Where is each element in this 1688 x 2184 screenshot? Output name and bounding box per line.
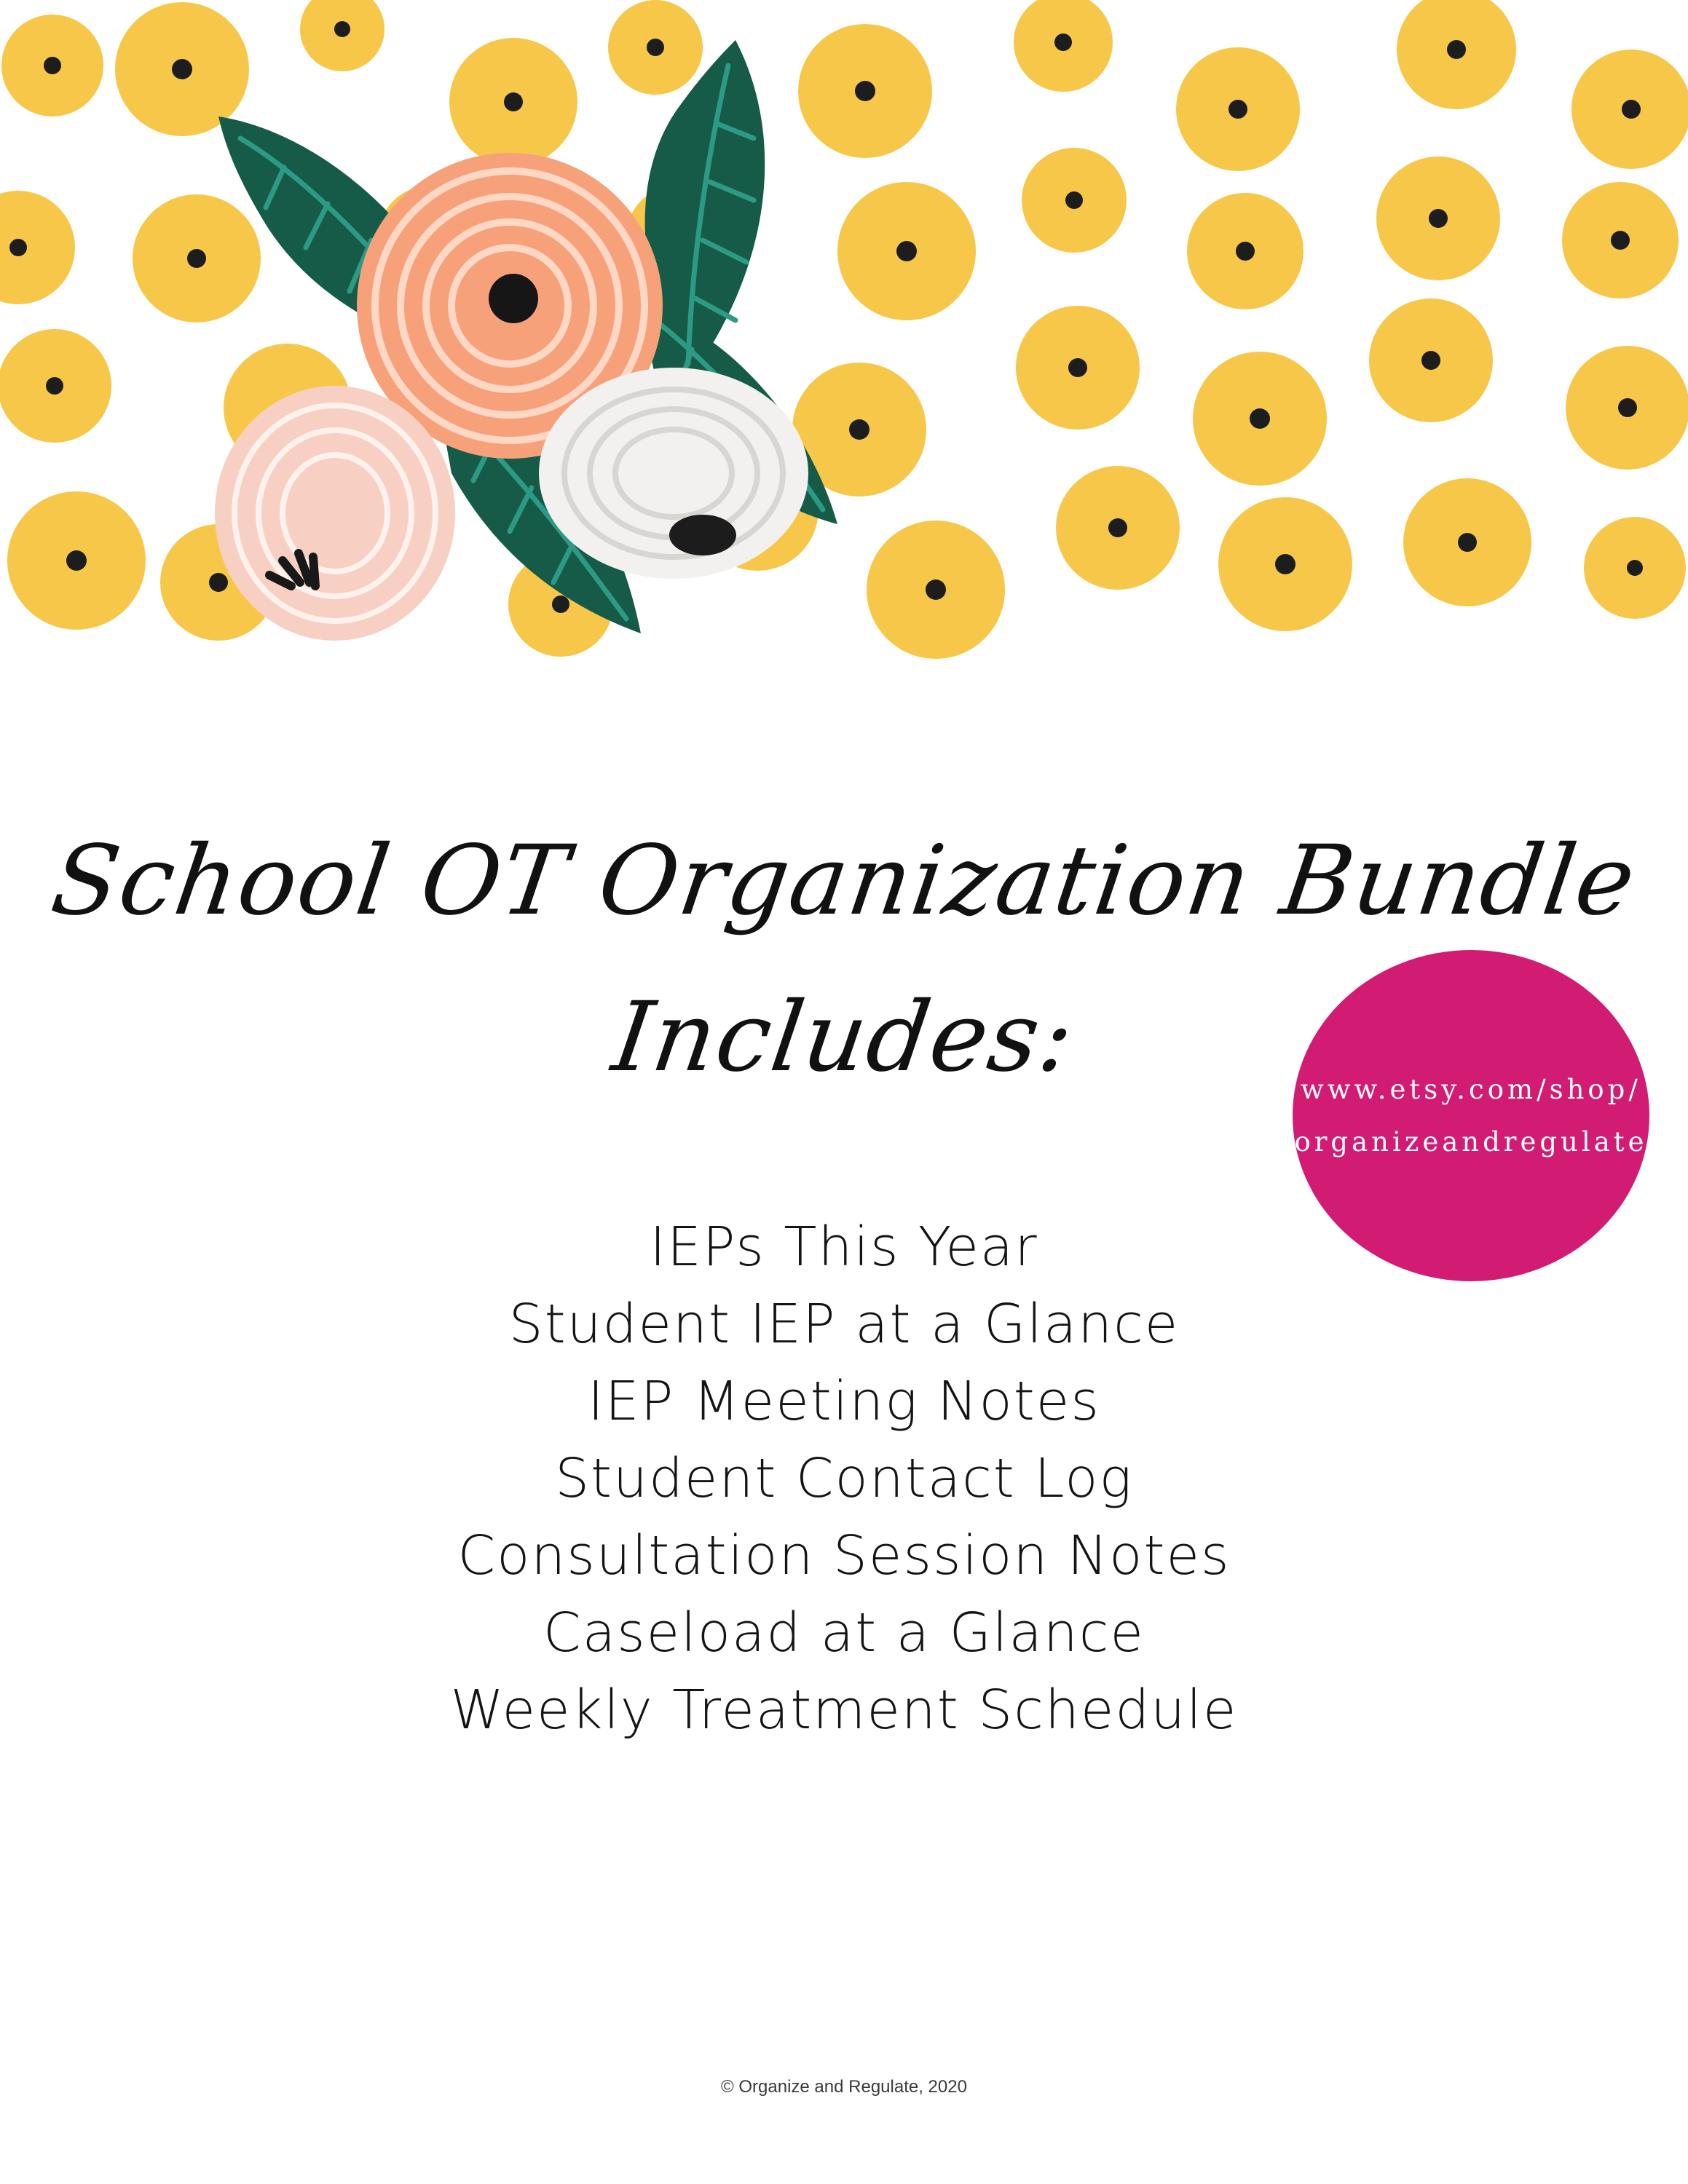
white-flower	[539, 368, 808, 579]
shop-url-line-2: organizeandregulate	[1294, 1125, 1648, 1158]
list-item: Student Contact Log	[555, 1447, 1133, 1510]
floral-header-illustration	[0, 0, 1688, 677]
blush-flower	[215, 386, 455, 641]
list-item: IEP Meeting Notes	[588, 1370, 1100, 1433]
included-items-list	[0, 1208, 1688, 1749]
page-subtitle: Includes:	[606, 981, 1082, 1093]
copyright-footer: © Organize and Regulate, 2020	[721, 2077, 967, 2097]
list-item: IEPs This Year	[650, 1216, 1038, 1278]
list-item: Consultation Session Notes	[457, 1524, 1231, 1587]
list-item: Weekly Treatment Schedule	[450, 1679, 1238, 1741]
list-item: Student IEP at a Glance	[508, 1293, 1180, 1356]
list-item: Caseload at a Glance	[543, 1602, 1145, 1664]
page-title: School OT Organization Bundle	[45, 825, 1643, 937]
shop-url-line-1: www.etsy.com/shop/	[1301, 1073, 1641, 1105]
